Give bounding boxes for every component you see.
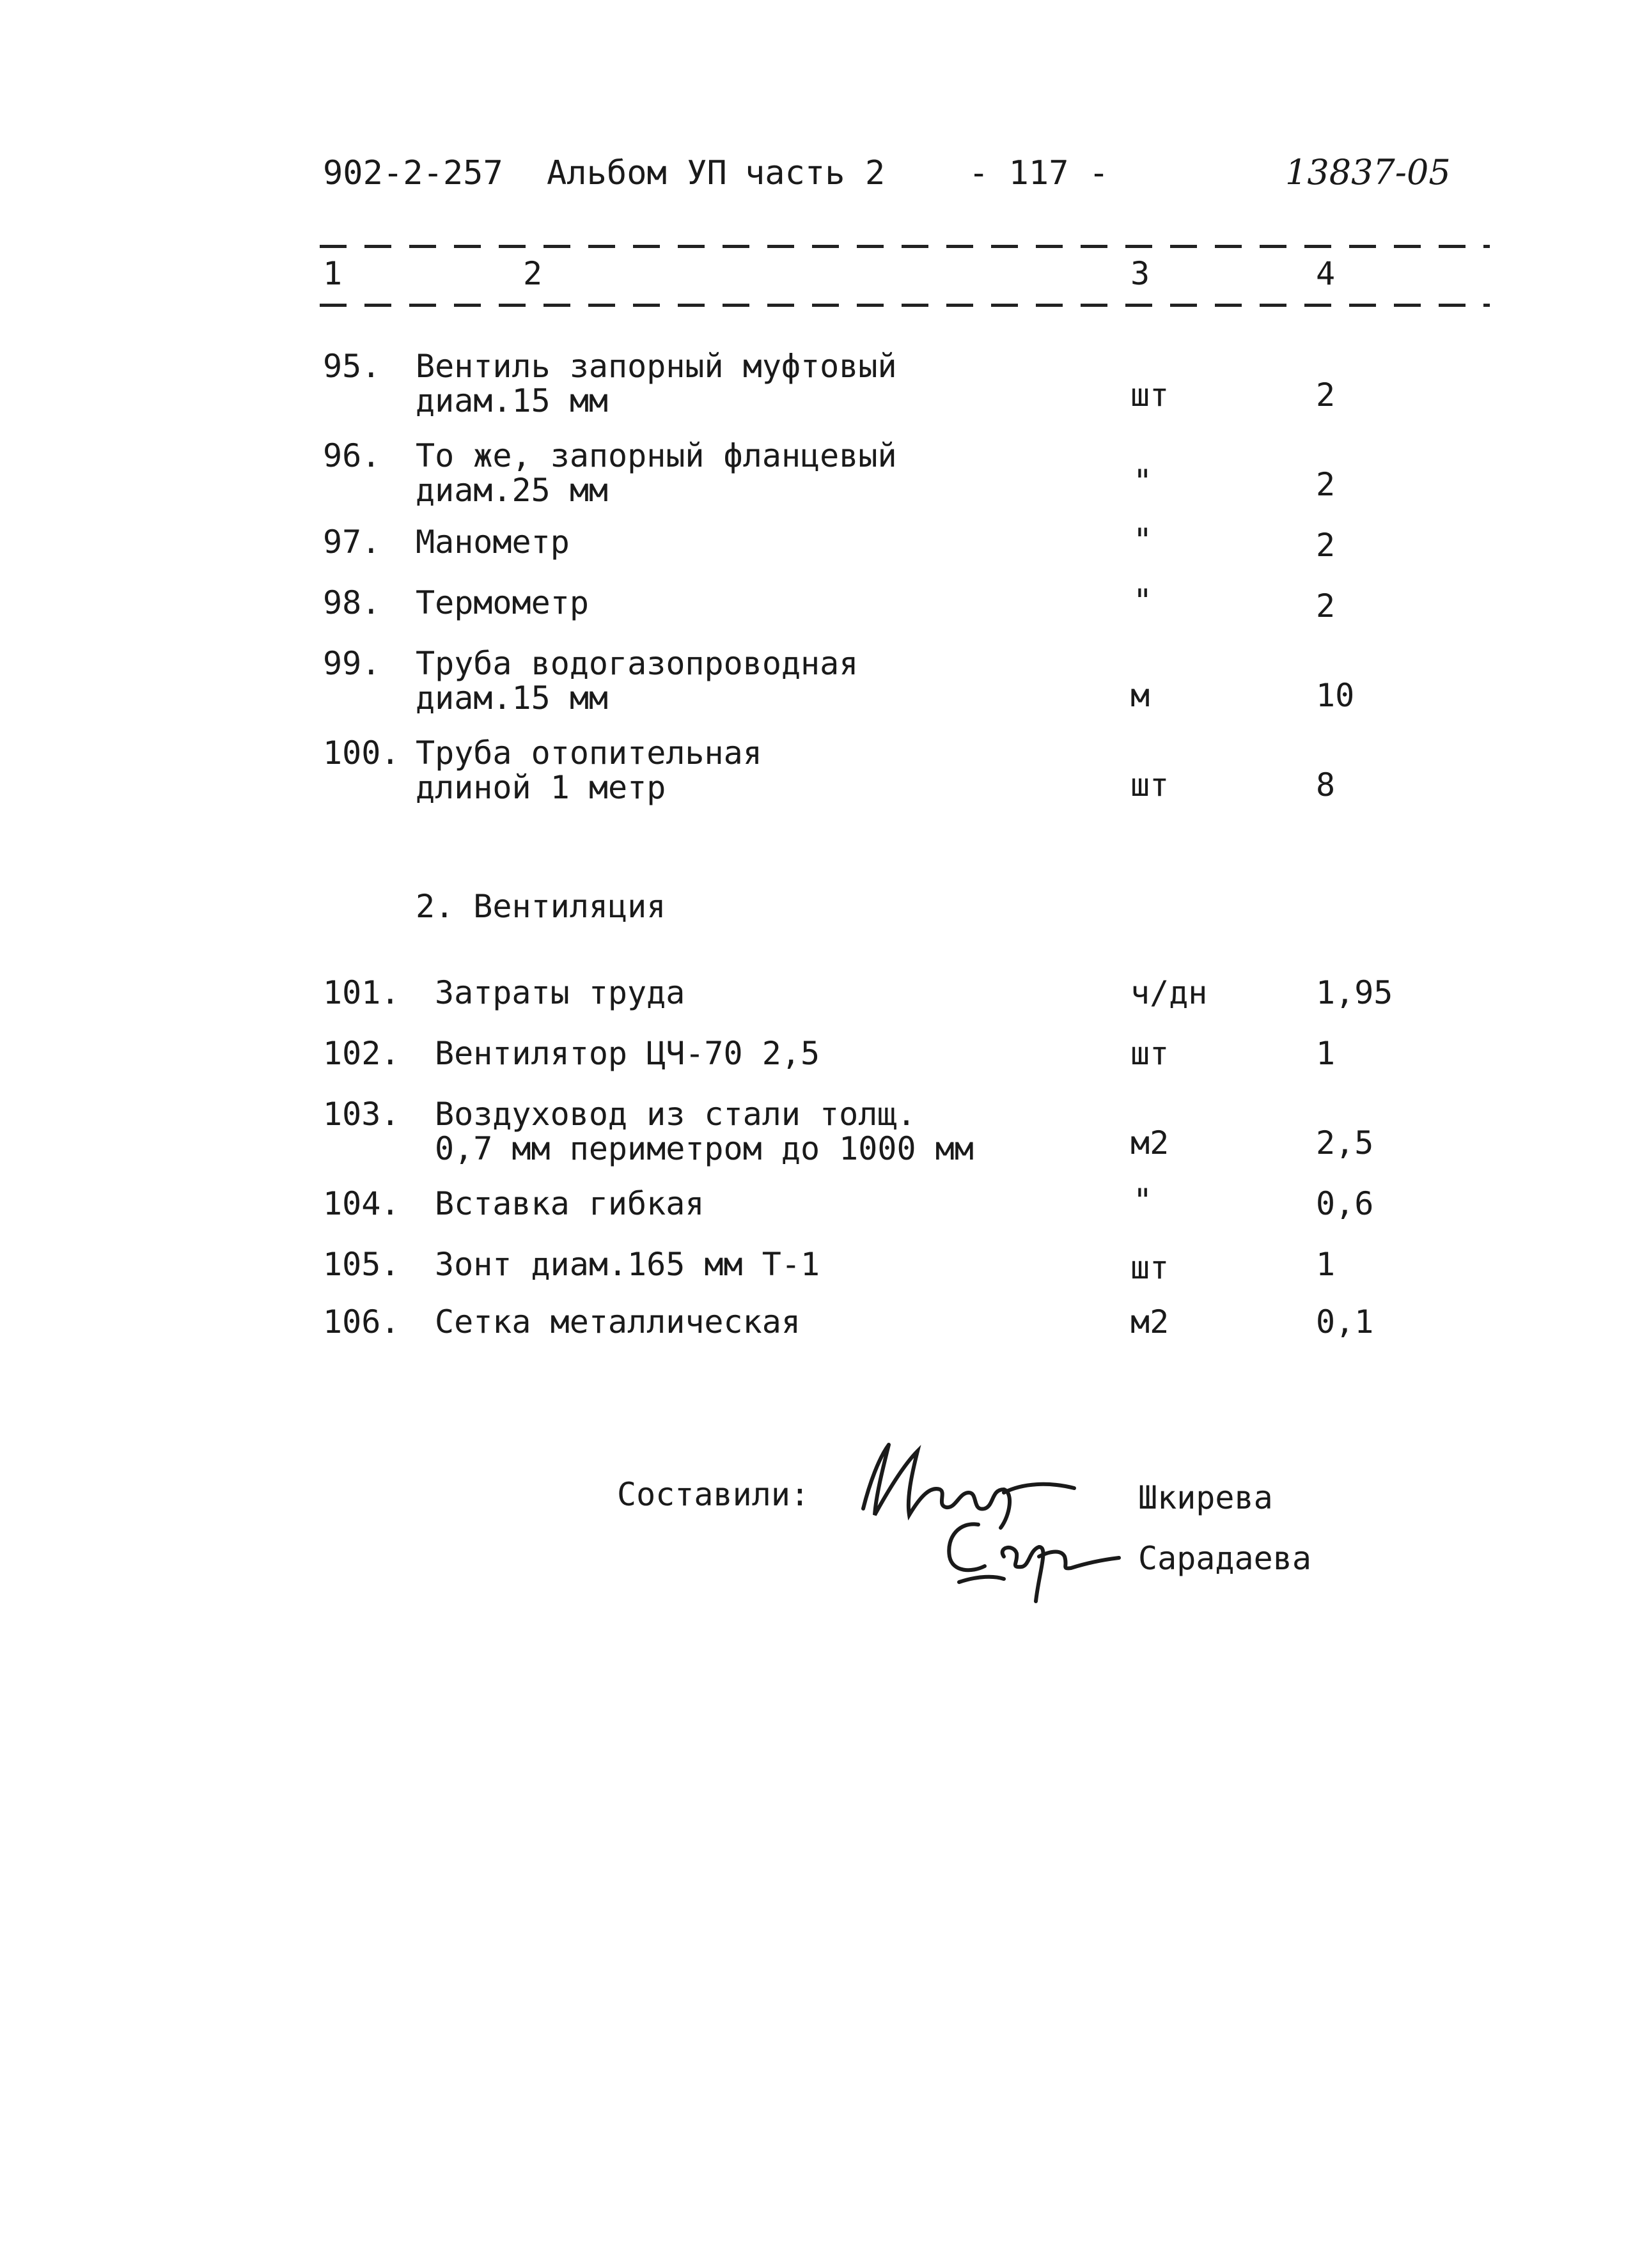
row-quantity: 1	[1316, 1035, 1336, 1072]
row-name	[416, 350, 897, 417]
row-quantity: 0,6	[1316, 1185, 1374, 1222]
row-number: 98.	[323, 584, 381, 621]
row-name-line-1: Воздуховод из стали толщ.	[435, 1096, 916, 1133]
row-unit: м2	[1130, 1124, 1169, 1161]
row-unit: шт	[1130, 766, 1169, 804]
row-number: 104.	[323, 1185, 400, 1222]
row-name	[435, 1098, 974, 1165]
row-name-line-1: Вентиль запорный муфтовый	[416, 348, 897, 385]
row-unit: шт	[1130, 377, 1169, 414]
row-unit: шт	[1130, 1035, 1169, 1072]
handwritten-signature-2	[934, 1512, 1125, 1608]
row-name	[435, 974, 685, 1011]
row-unit: "	[1133, 522, 1153, 559]
row-quantity: 8	[1316, 766, 1336, 804]
row-name-line-2: диам.15 мм	[416, 382, 609, 419]
row-name-line-1: Манометр	[416, 524, 570, 561]
row-quantity: 1,95	[1316, 974, 1393, 1011]
row-unit: ч/дн	[1130, 974, 1208, 1011]
row-number: 106.	[323, 1303, 400, 1340]
row-number: 95.	[323, 348, 381, 385]
row-name	[416, 524, 570, 561]
row-name-line-1: То же, запорный фланцевый	[416, 437, 897, 474]
row-number: 102.	[323, 1035, 400, 1072]
row-name	[435, 1035, 820, 1072]
row-name-line-1: Сетка металлическая	[435, 1303, 801, 1340]
column-header-3: 3	[1130, 255, 1150, 292]
column-header-1: 1	[323, 255, 343, 292]
row-name-line-1: Вставка гибкая	[435, 1185, 705, 1222]
row-name	[416, 734, 762, 806]
document-code: 902-2-257	[323, 154, 503, 192]
row-quantity: 2	[1316, 377, 1336, 414]
row-unit: шт	[1130, 1249, 1169, 1286]
row-name	[435, 1246, 820, 1283]
row-quantity: 2	[1316, 466, 1336, 503]
row-name	[435, 1185, 705, 1222]
row-quantity: 2	[1316, 587, 1336, 625]
row-name-line-2: диам.15 мм	[416, 680, 609, 717]
row-number: 105.	[323, 1246, 400, 1283]
row-name	[435, 1303, 801, 1340]
row-quantity: 10	[1316, 677, 1355, 714]
row-name-line-1: Вентилятор ЦЧ-70 2,5	[435, 1035, 820, 1072]
header-rule-bottom	[320, 304, 1490, 307]
row-unit: "	[1133, 463, 1153, 500]
row-name	[416, 645, 859, 717]
signatory-name-1: Шкирева	[1138, 1479, 1273, 1516]
row-name-line-2: диам.25 мм	[416, 472, 609, 509]
row-name-line-1: Термометр	[416, 584, 589, 621]
header-rule-top	[320, 245, 1490, 248]
row-name	[416, 437, 897, 509]
row-quantity: 0,1	[1316, 1303, 1374, 1340]
row-name-line-2: 0,7 мм периметром до 1000 мм	[435, 1130, 974, 1167]
row-name-line-1: Затраты труда	[435, 974, 685, 1011]
section-title: 2. Вентиляция	[416, 888, 666, 925]
signatory-name-2: Сарадаева	[1138, 1540, 1311, 1577]
row-quantity: 2	[1316, 527, 1336, 564]
column-header-2: 2	[523, 255, 543, 292]
row-name-line-2: длиной 1 метр	[416, 769, 666, 806]
row-number: 97.	[323, 524, 381, 561]
row-quantity: 1	[1316, 1246, 1336, 1283]
row-name	[416, 584, 589, 621]
row-number: 103.	[323, 1096, 400, 1133]
page-number: - 117 -	[969, 154, 1109, 192]
row-name-line-1: Труба водогазопроводная	[416, 645, 859, 682]
sheet-number: 13837-05	[1285, 152, 1451, 192]
row-number: 101.	[323, 974, 400, 1011]
row-quantity: 2,5	[1316, 1124, 1374, 1161]
album-label: Альбом УП	[547, 154, 727, 192]
row-number: 99.	[323, 645, 381, 682]
signatures-label: Составили:	[617, 1476, 810, 1513]
row-number: 100.	[323, 734, 400, 772]
row-unit: м	[1130, 677, 1150, 714]
part-label: часть 2	[745, 154, 886, 192]
row-name-line-1: Труба отопительная	[416, 734, 762, 772]
row-unit: "	[1133, 582, 1153, 619]
row-unit: м2	[1130, 1303, 1169, 1340]
row-unit: "	[1133, 1182, 1153, 1219]
row-name-line-1: Зонт диам.165 мм Т-1	[435, 1246, 820, 1283]
column-header-4: 4	[1316, 255, 1336, 292]
row-number: 96.	[323, 437, 381, 474]
